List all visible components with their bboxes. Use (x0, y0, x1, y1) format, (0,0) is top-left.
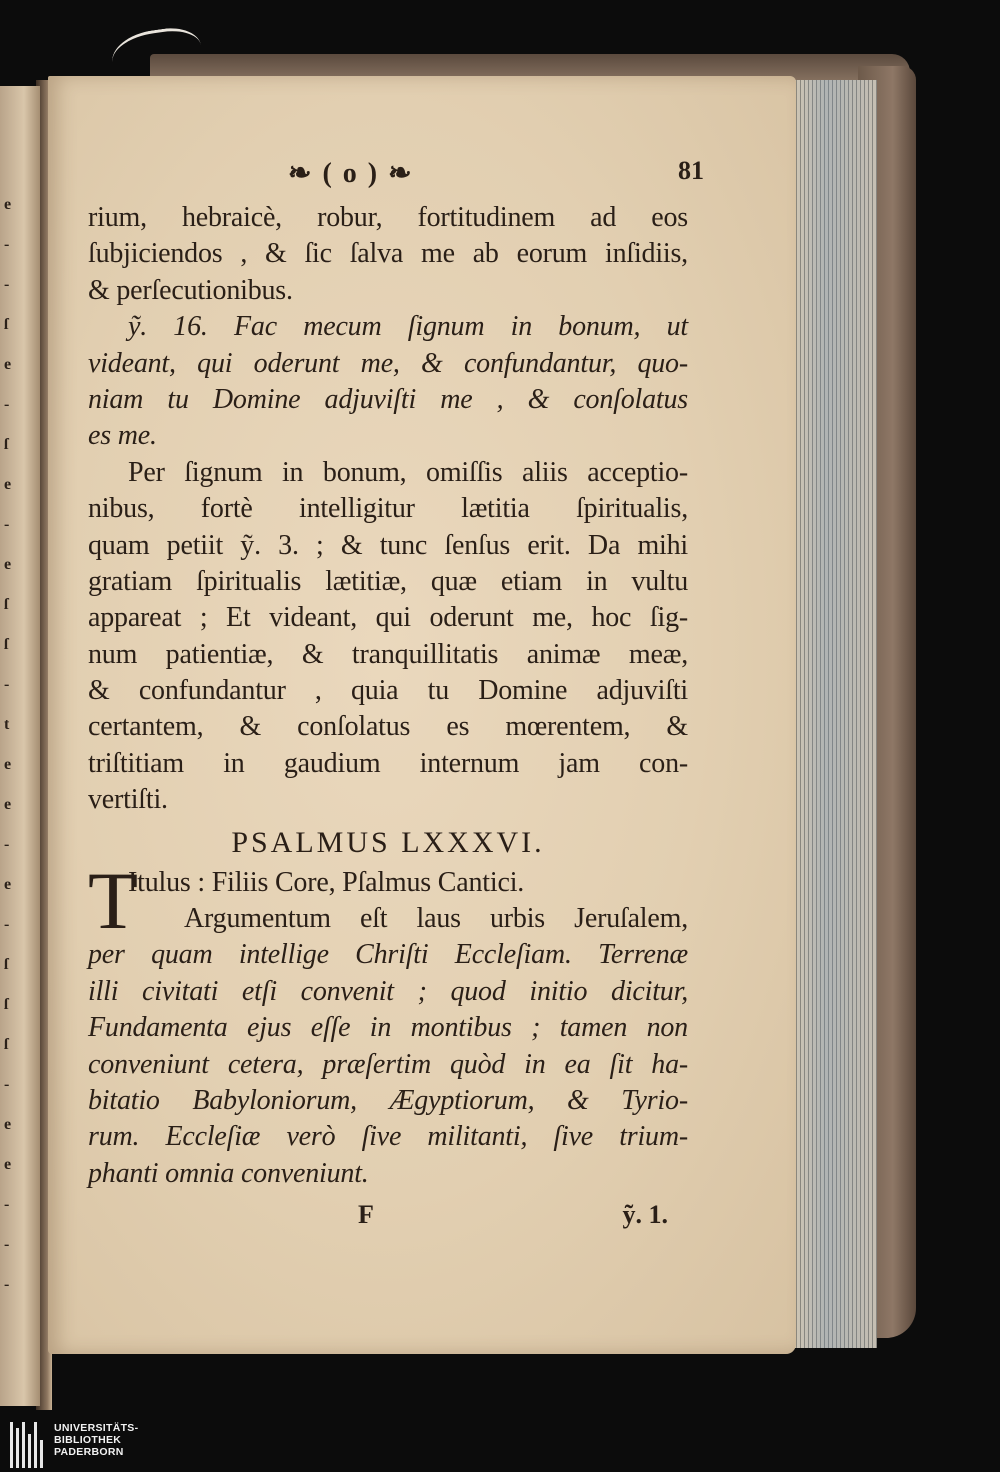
left-page-mark: - (4, 396, 10, 413)
left-page-mark: ſ (4, 996, 9, 1013)
left-page-mark: - (4, 836, 10, 853)
argument-line: per quam intellige Chriſti Eccleſiam. Terrenæ (88, 939, 688, 971)
text-line: & perſecutionibus. (88, 274, 293, 306)
left-page-mark: - (4, 916, 10, 933)
commentary-line: vertiſti. (88, 784, 168, 816)
left-page-mark: e (4, 196, 12, 213)
argument-line: illi civitati etſi convenit ; quod initio dicitur, (88, 975, 688, 1007)
left-page-mark: ſ (4, 596, 9, 613)
paragraph-opening (88, 200, 688, 309)
text-line: rium, hebraicè, robur, fortitudinem ad eos (88, 202, 688, 233)
logo-line: UNIVERSITÄTS- (54, 1422, 139, 1434)
commentary-line: nibus, fortè intelligitur lætitia ſpiritualis, (88, 493, 688, 525)
left-page-mark: - (4, 1076, 10, 1093)
text-line: ſubjiciendos , & ſic ſalva me ab eorum inſidiis, (88, 238, 688, 270)
left-page-mark: - (4, 1196, 10, 1213)
commentary-line: appareat ; Et videant, qui oderunt me, hoc ſig- (88, 602, 688, 634)
page-fore-edge (785, 80, 877, 1348)
library-logo (10, 1422, 138, 1468)
verse-line: ỹ. 16. Fac mecum ſignum in bonum, ut (128, 311, 688, 343)
left-page-mark: e (4, 796, 12, 813)
left-page-mark: e (4, 756, 12, 773)
verse-line: es me. (88, 420, 157, 452)
commentary-line: & confundantur , quia tu Domine adjuviſti (88, 675, 688, 707)
argument-line: conveniunt cetera, præſertim quòd in ea ſit ha- (88, 1048, 688, 1080)
argument-line: phanti omnia conveniunt. (88, 1157, 369, 1189)
argument-line: bitatio Babyloniorum, Ægyptiorum, & Tyrio- (88, 1084, 688, 1116)
left-page-mark: - (4, 276, 10, 293)
logo-line: BIBLIOTHEK (54, 1434, 122, 1446)
page-number: 81 (678, 156, 704, 185)
verse-line: niam tu Domine adjuviſti me , & conſolatus (88, 383, 688, 415)
header-ornament: ❧ ( o ) ❧ (288, 158, 414, 189)
left-page-mark: ſ (4, 956, 9, 973)
commentary-line: num patientiæ, & tranquillitatis animæ meæ, (88, 638, 688, 670)
left-page-mark: ſ (4, 436, 9, 453)
left-page-mark: t (4, 716, 10, 733)
commentary-line: certantem, & conſolatus es mœrentem, & (88, 711, 688, 743)
left-page-mark: ſ (4, 1036, 9, 1053)
drop-cap: T (88, 854, 139, 946)
title-line: Itulus : Filiis Core, Pſalmus Cantici. (128, 866, 525, 898)
left-page-mark: - (4, 1276, 10, 1293)
catchword: ỹ. 1. (622, 1200, 668, 1230)
commentary-line: triſtitiam in gaudium internum jam con- (88, 747, 688, 779)
signature-mark: F (358, 1200, 374, 1230)
argument-line: Fundamenta ejus eſſe in montibus ; tamen non (88, 1012, 688, 1044)
verse-16 (88, 309, 688, 455)
left-page-mark: - (4, 236, 10, 253)
commentary-line: Per ſignum in bonum, omiſſis aliis acceptio- (128, 456, 688, 488)
left-page-mark: - (4, 516, 10, 533)
title-paragraph (88, 854, 688, 1193)
left-page-mark: e (4, 556, 12, 573)
page-footer (88, 1200, 688, 1244)
left-page-mark: e (4, 876, 12, 893)
verse-line: videant, qui oderunt me, & confundantur, quo- (88, 347, 688, 379)
left-page-mark: e (4, 1116, 12, 1133)
left-page-mark: e (4, 356, 12, 373)
commentary-paragraph (88, 455, 688, 819)
left-page-mark: - (4, 676, 10, 693)
left-page-mark: - (4, 1236, 10, 1253)
page-text (88, 156, 704, 1244)
commentary-line: gratiam ſpiritualis lætitiæ, quæ etiam in vultu (88, 565, 688, 597)
argument-line: rum. Eccleſiæ verò ſive militanti, ſive trium- (88, 1121, 688, 1153)
commentary-line: quam petiit ỹ. 3. ; & tunc ſenſus erit. Da mihi (88, 529, 688, 561)
left-page-mark: e (4, 476, 12, 493)
psalm-heading: PSALMUS LXXXVI. (231, 825, 545, 859)
logo-line: PADERBORN (54, 1446, 124, 1458)
left-page-mark: ſ (4, 316, 9, 333)
library-logo-icon (10, 1422, 44, 1468)
left-page-mark: ſ (4, 636, 9, 653)
running-header (88, 156, 704, 200)
title-line: Argumentum eſt laus urbis Jeruſalem, (184, 903, 688, 935)
library-logo-text (54, 1422, 138, 1458)
left-page-strip (0, 86, 40, 1406)
left-page-mark: e (4, 1156, 12, 1173)
